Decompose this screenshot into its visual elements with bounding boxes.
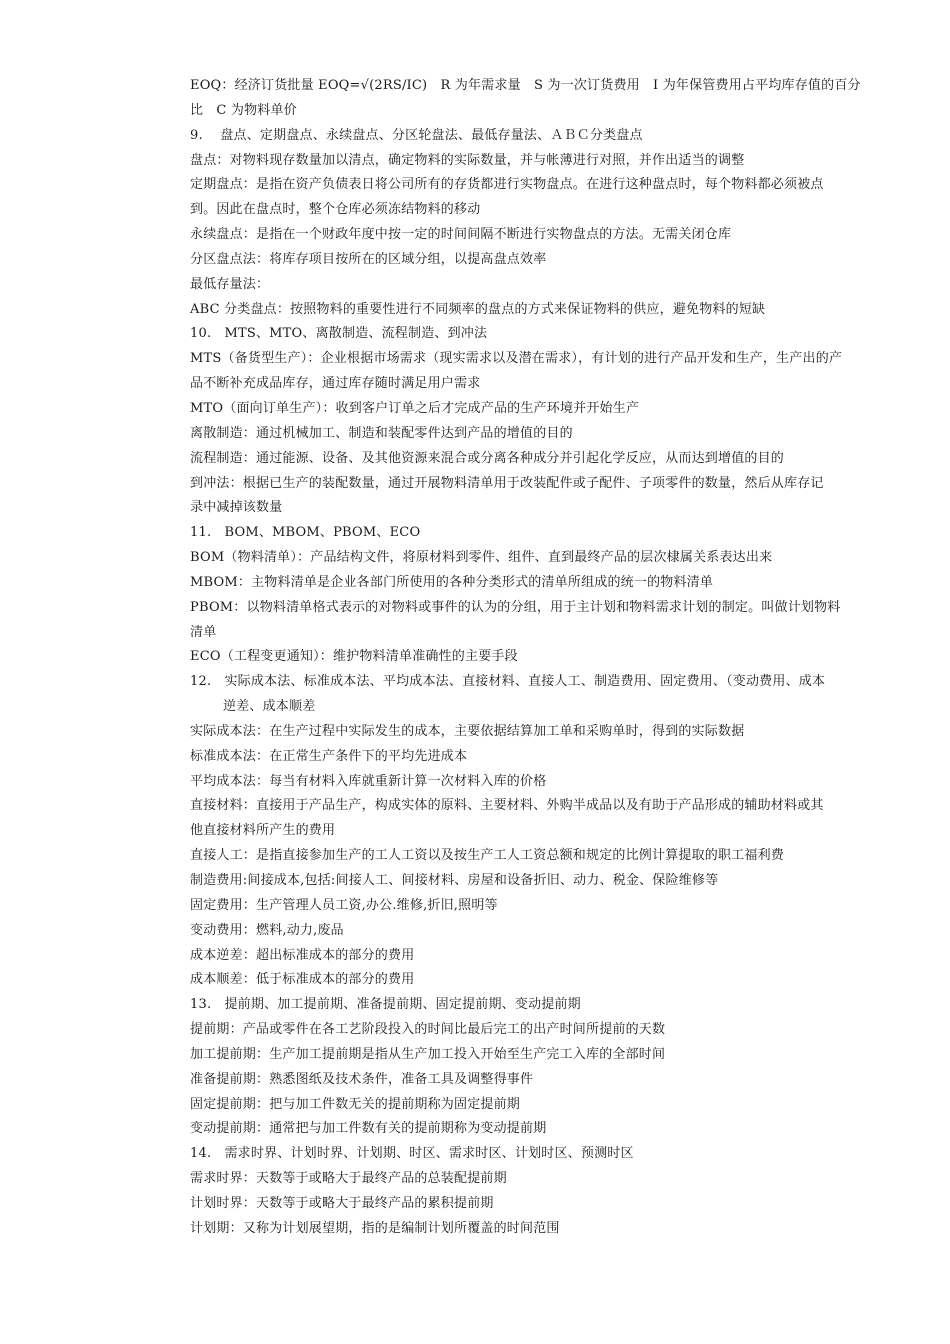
text-line: 实际成本法：在生产过程中实际发生的成本，主要依据结算加工单和采购单时，得到的实际数据 <box>190 723 745 739</box>
section-heading-13: 13. 提前期、加工提前期、准备提前期、固定提前期、变动提前期 <box>190 997 581 1013</box>
text-line: 到冲法：根据已生产的装配数量，通过开展物料清单用于改装配件或子配件、子项零件的数量，然后从库存记 <box>190 475 824 491</box>
text-line: 准备提前期：熟悉图纸及技术条件，准备工具及调整得事件 <box>190 1071 534 1087</box>
text-line: 分区盘点法：将库存项目按所在的区域分组，以提高盘点效率 <box>190 251 547 267</box>
text-line: 定期盘点：是指在资产负债表日将公司所有的存货都进行实物盘点。在进行这种盘点时，每个物料都必须被点 <box>190 177 824 193</box>
section-heading-11: 11. BOM、MBOM、PBOM、ECO <box>190 525 421 541</box>
text-line: 比 C 为物料单价 <box>190 102 297 118</box>
text-body <box>190 74 890 1242</box>
text-line: 固定费用：生产管理人员工资,办公.维修,折旧,照明等 <box>190 897 498 913</box>
text-line: 计划时界：天数等于或略大于最终产品的累积提前期 <box>190 1195 494 1211</box>
section-heading-9: 9. 盘点、定期盘点、永续盘点、分区轮盘法、最低存量法、ＡＢＣ分类盘点 <box>190 127 643 143</box>
text-line: 直接人工：是指直接参加生产的工人工资以及按生产工人工资总额和规定的比例计算提取的职工福利费 <box>190 848 785 864</box>
text-line: 永续盘点：是指在一个财政年度中按一定的时间间隔不断进行实物盘点的方法。无需关闭仓库 <box>190 227 732 243</box>
text-line: 最低存量法： <box>190 276 270 292</box>
text-line: 标准成本法：在正常生产条件下的平均先进成本 <box>190 748 468 764</box>
text-line: 录中减掉该数量 <box>190 500 283 516</box>
text-line: 加工提前期：生产加工提前期是指从生产加工投入开始至生产完工入库的全部时间 <box>190 1046 666 1062</box>
text-line: 他直接材料所产生的费用 <box>190 823 336 839</box>
text-line: 提前期：产品或零件在各工艺阶段投入的时间比最后完工的出产时间所提前的天数 <box>190 1022 666 1038</box>
text-line: 制造费用:间接成本,包括:间接人工、间接材料、房屋和设备折旧、动力、税金、保险维修等 <box>190 873 719 888</box>
text-line: ECO（工程变更通知）：维护物料清单准确性的主要手段 <box>190 649 518 665</box>
text-line: EOQ：经济订货批量 EOQ=√(2RS/IC) R 为年需求量 S 为一次订货费用 I 为年保管费用占平均库存值的百分 <box>190 78 861 93</box>
text-line: 清单 <box>190 624 217 640</box>
text-line: ABC 分类盘点：按照物料的重要性进行不同频率的盘点的方式来保证物料的供应，避免物料的短缺 <box>190 301 766 317</box>
text-line: 计划期：又称为计划展望期，指的是编制计划所覆盖的时间范围 <box>190 1220 560 1236</box>
text-line: 品不断补充成品库存，通过库存随时满足用户需求 <box>190 376 481 392</box>
text-line: 平均成本法：每当有材料入库就重新计算一次材料入库的价格 <box>190 773 547 789</box>
text-line: 离散制造：通过机械加工、制造和装配零件达到产品的增值的目的 <box>190 425 573 441</box>
text-line: 流程制造：通过能源、设备、及其他资源来混合或分离各种成分并引起化学反应，从而达到增值的目的 <box>190 450 785 466</box>
text-line: 直接材料：直接用于产品生产，构成实体的原料、主要材料、外购半成品以及有助于产品形成的辅助材料或其 <box>190 798 824 814</box>
text-line: 到。因此在盘点时，整个仓库必须冻结物料的移动 <box>190 202 481 218</box>
text-line: MTO（面向订单生产）：收到客户订单之后才完成产品的生产环境并开始生产 <box>190 400 640 416</box>
section-heading-12-cont: 逆差、成本顺差 <box>223 699 316 715</box>
text-line: PBOM：以物料清单格式表示的对物料或事件的认为的分组，用于主计划和物料需求计划的制定。叫做计划物料 <box>190 599 841 615</box>
text-line: 固定提前期：把与加工件数无关的提前期称为固定提前期 <box>190 1096 521 1112</box>
text-line: 盘点：对物料现存数量加以清点，确定物料的实际数量，并与帐薄进行对照，并作出适当的调整 <box>190 152 745 168</box>
section-heading-10: 10. MTS、MTO、离散制造、流程制造、到冲法 <box>190 326 488 342</box>
text-line: 成本逆差：超出标准成本的部分的费用 <box>190 947 415 963</box>
section-heading-14: 14. 需求时界、计划时界、计划期、时区、需求时区、计划时区、预测时区 <box>190 1146 634 1162</box>
text-line: BOM（物料清单）：产品结构文件，将原材料到零件、组件、直到最终产品的层次棣属关系表达出来 <box>190 550 773 566</box>
text-line: MBOM：主物料清单是企业各部门所使用的各种分类形式的清单所组成的统一的物料清单 <box>190 574 714 590</box>
text-line: 需求时界：天数等于或略大于最终产品的总装配提前期 <box>190 1171 507 1187</box>
text-line: 变动费用：燃料,动力,废品 <box>190 922 344 938</box>
section-heading-12: 12. 实际成本法、标准成本法、平均成本法、直接材料、直接人工、制造费用、固定费用、（变动费用、成本 <box>190 674 826 690</box>
text-line: 成本顺差：低于标准成本的部分的费用 <box>190 972 415 988</box>
text-line: 变动提前期：通常把与加工件数有关的提前期称为变动提前期 <box>190 1121 547 1137</box>
text-line: MTS（备货型生产）：企业根据市场需求（现实需求以及潜在需求），有计划的进行产品开发和生产，生产出的产 <box>190 351 843 367</box>
